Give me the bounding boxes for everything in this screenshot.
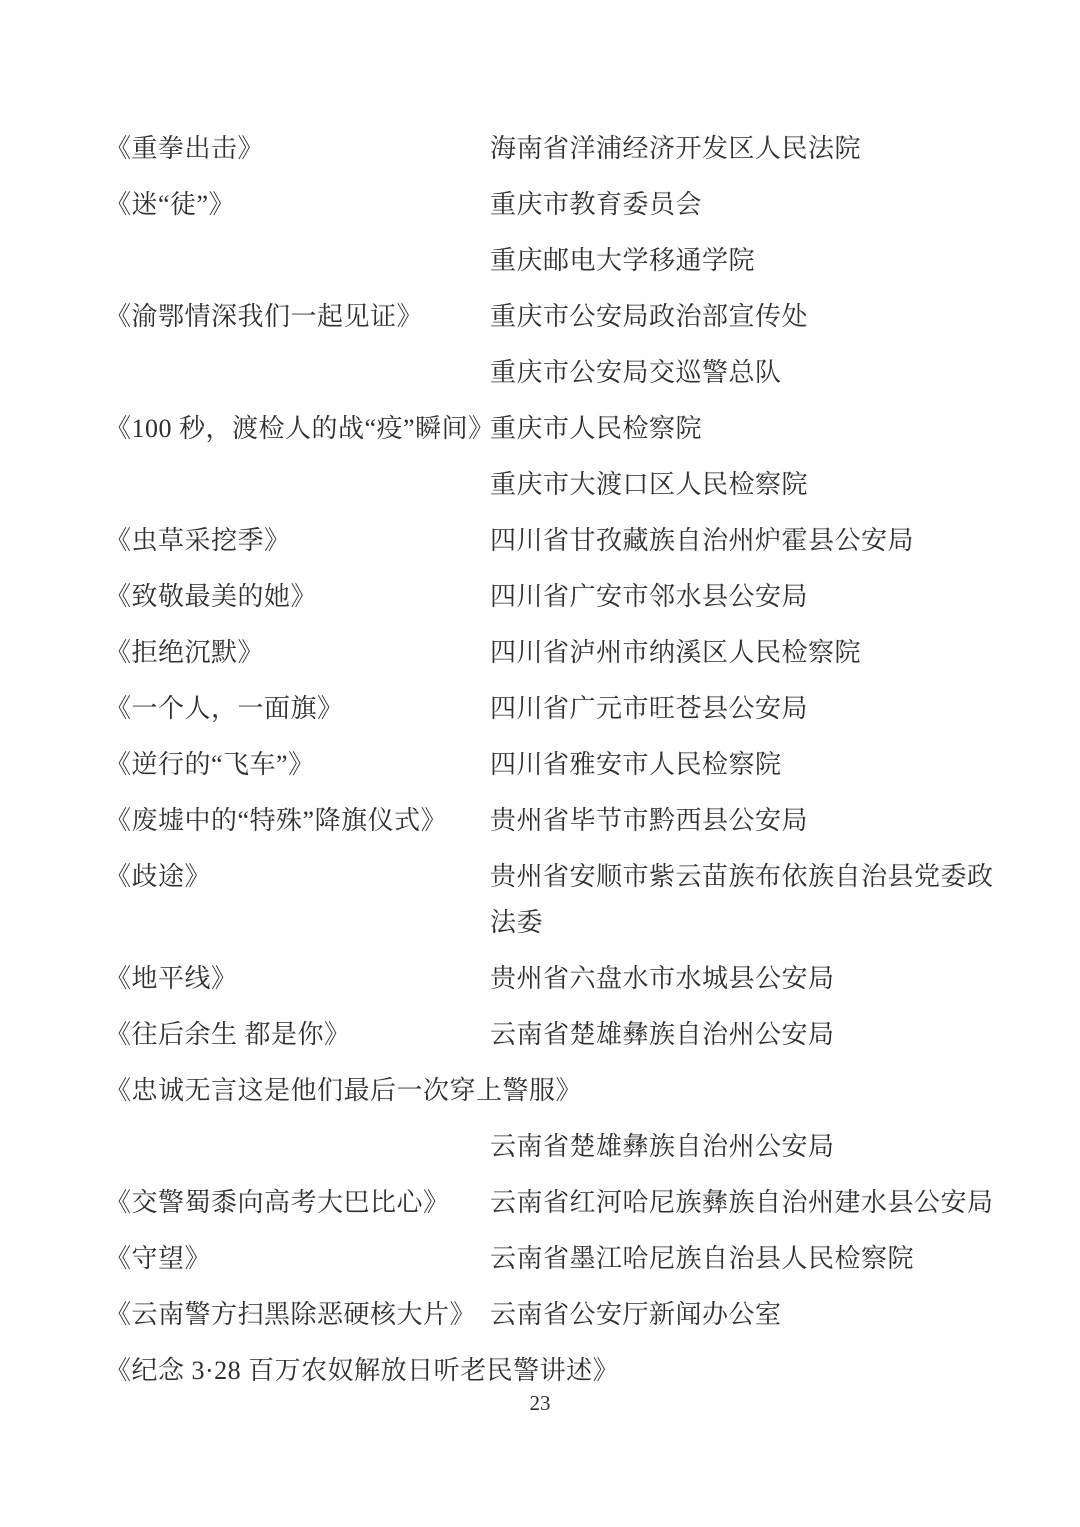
work-title: 《逆行的“飞车”》 — [105, 750, 315, 779]
list-row — [105, 350, 1015, 396]
list-row — [105, 854, 1015, 946]
list-row — [105, 956, 1015, 1002]
list-row — [105, 1292, 1015, 1338]
organization: 云南省楚雄彝族自治州公安局 — [490, 1132, 835, 1161]
organization: 重庆市公安局交巡警总队 — [490, 358, 782, 387]
list-row — [105, 406, 1015, 452]
list-row — [105, 574, 1015, 620]
work-title: 《虫草采挖季》 — [105, 526, 291, 555]
list-row — [105, 1124, 1015, 1170]
work-title: 《歧途》 — [105, 862, 212, 891]
list-row — [105, 182, 1015, 228]
work-title: 《交警蜀黍向高考大巴比心》 — [105, 1188, 450, 1217]
work-title: 《拒绝沉默》 — [105, 638, 265, 667]
list-row — [105, 518, 1015, 564]
list-row — [105, 742, 1015, 788]
organization: 贵州省安顺市紫云苗族布依族自治县党委政法委 — [490, 862, 994, 937]
page-number: 23 — [529, 1391, 551, 1415]
list-row — [105, 238, 1015, 284]
organization: 四川省广元市旺苍县公安局 — [490, 694, 809, 723]
organization: 四川省甘孜藏族自治州炉霍县公安局 — [490, 526, 915, 555]
work-title: 《地平线》 — [105, 964, 238, 993]
work-title: 《纪念 3·28 百万农奴解放日听老民警讲述》 — [105, 1356, 620, 1385]
work-title: 《迷“徒”》 — [105, 190, 236, 219]
organization: 云南省公安厅新闻办公室 — [490, 1300, 782, 1329]
organization: 重庆市人民检察院 — [490, 414, 703, 443]
work-title: 《云南警方扫黑除恶硬核大片》 — [105, 1300, 477, 1329]
list-row — [105, 126, 1015, 172]
organization: 云南省墨江哈尼族自治县人民检察院 — [490, 1244, 915, 1273]
organization: 云南省楚雄彝族自治州公安局 — [490, 1020, 835, 1049]
awards-list — [105, 126, 1015, 1404]
work-title: 《100 秒，渡检人的战“疫”瞬间》 — [105, 414, 495, 443]
work-title: 《忠诚无言这是他们最后一次穿上警服》 — [105, 1076, 583, 1105]
list-row — [105, 798, 1015, 844]
list-row — [105, 1180, 1015, 1226]
organization: 贵州省毕节市黔西县公安局 — [490, 806, 809, 835]
work-title: 《一个人，一面旗》 — [105, 694, 344, 723]
organization: 云南省红河哈尼族彝族自治州建水县公安局 — [490, 1188, 994, 1217]
organization: 贵州省六盘水市水城县公安局 — [490, 964, 835, 993]
organization: 重庆市公安局政治部宣传处 — [490, 302, 809, 331]
list-row — [105, 686, 1015, 732]
organization: 重庆市大渡口区人民检察院 — [490, 470, 809, 499]
work-title: 《致敬最美的她》 — [105, 582, 318, 611]
list-row — [105, 1068, 1015, 1114]
list-row — [105, 462, 1015, 508]
work-title: 《渝鄂情深我们一起见证》 — [105, 302, 424, 331]
organization: 四川省雅安市人民检察院 — [490, 750, 782, 779]
organization: 四川省泸州市纳溪区人民检察院 — [490, 638, 862, 667]
organization: 海南省洋浦经济开发区人民法院 — [490, 134, 862, 163]
organization: 四川省广安市邻水县公安局 — [490, 582, 809, 611]
work-title: 《守望》 — [105, 1244, 212, 1273]
work-title: 《废墟中的“特殊”降旗仪式》 — [105, 806, 448, 835]
work-title: 《重拳出击》 — [105, 134, 265, 163]
work-title: 《往后余生 都是你》 — [105, 1020, 351, 1049]
list-row — [105, 294, 1015, 340]
list-row — [105, 1012, 1015, 1058]
organization: 重庆市教育委员会 — [490, 190, 703, 219]
list-row — [105, 630, 1015, 676]
list-row — [105, 1236, 1015, 1282]
organization: 重庆邮电大学移通学院 — [490, 246, 756, 275]
